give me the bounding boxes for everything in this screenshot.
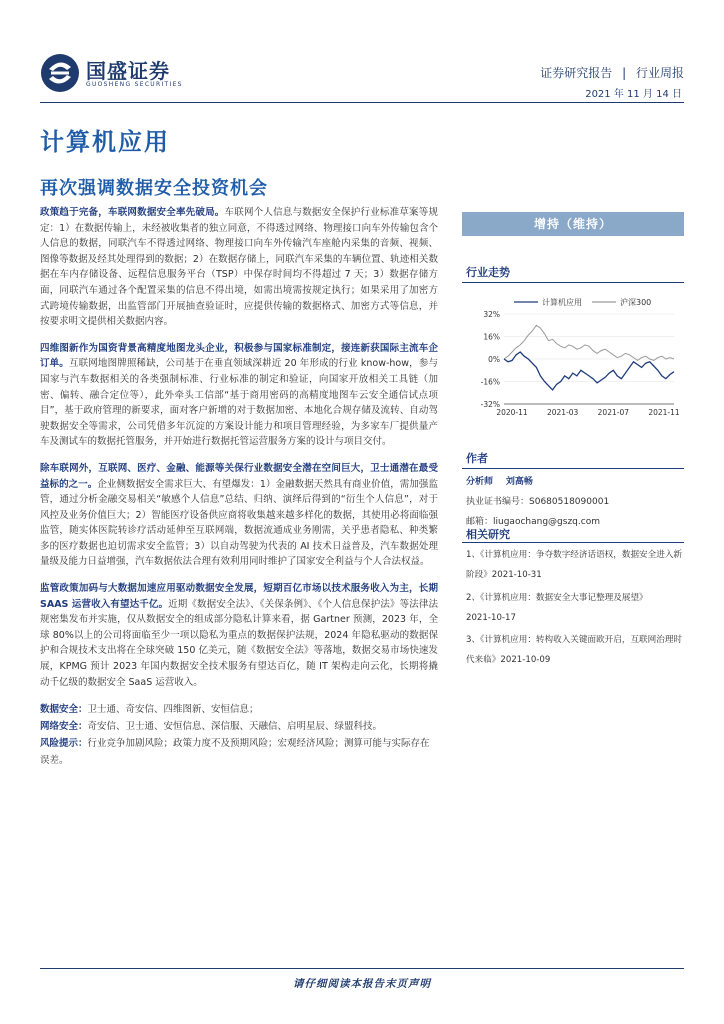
paragraph-lead: 政策趋于完备，车联网数据安全率先破局。	[40, 207, 225, 218]
y-tick-label: -32%	[480, 400, 500, 409]
paragraph-lead: 除车联网外，互联网、医疗、金融、能源等关保行业数据安全潜在空间巨大，卫士通潜在最受益标的之一。	[40, 462, 438, 490]
summary-column	[40, 205, 438, 769]
paragraph-body: 近期《数据安全法》、《关保条例》、《个人信息保护法》等法律法规密集发布并实施，仅从数据安全的组成部分隐私计算来看，据 Gartner 预测，2023 年，全球 80%以上的公司将面临至少一项以隐私为重点的数据保护法规，2024 年隐私驱动的数据保护和合规技术支出将在全球突破 150 亿美元，随《数据安全法》等落地，数据交易市场快速发展，KPMG 预计 2023 年国内数据安全技术服务有望达百亿，随 IT 架构走向云化，长期将撬动千亿级的数据安全 SaaS 运营收入。	[40, 598, 438, 688]
company-name: 国盛证券	[86, 59, 170, 83]
x-axis	[496, 404, 680, 417]
report-headline: 再次强调数据安全投资机会	[40, 178, 268, 199]
legend-label-index: 沪深300	[620, 298, 652, 307]
tag-label: 网络安全：	[40, 721, 88, 733]
tag-text: 奇安信、卫士通、安恒信息、深信服、天融信、启明星辰、绿盟科技。	[87, 721, 383, 733]
related-item-text: 1、《计算机应用：争夺数字经济话语权，数据安全进入新阶段》	[466, 550, 683, 581]
logo-mark-icon	[40, 53, 80, 93]
license-line	[466, 492, 684, 512]
license-number: S0680518090001	[529, 497, 610, 507]
trend-title: 行业走势	[466, 266, 510, 279]
report-type-line	[540, 64, 684, 81]
related-item-text: 3、《计算机应用：转构收入关键面欧开启，互联网治理时代来临》	[466, 635, 683, 666]
related-title: 相关研究	[466, 528, 510, 541]
trend-chart	[462, 292, 684, 424]
related-item[interactable]	[466, 545, 684, 586]
x-tick-label: 2021-03	[546, 408, 579, 417]
series-line-index	[504, 325, 674, 360]
x-tick-label: 2021-11	[648, 408, 680, 417]
y-axis	[481, 310, 674, 409]
y-tick-label: 0%	[488, 355, 500, 364]
trend-divider	[462, 282, 684, 283]
related-divider	[462, 542, 684, 543]
tag-text: 行业竞争加剧风险；政策力度不及预期风险；宏观经济风险；测算可能与实际存在误差。	[40, 738, 430, 767]
license-label: 执业证书编号：	[466, 497, 530, 507]
header-divider	[40, 102, 684, 103]
author-divider	[462, 468, 684, 469]
paragraph-lead: 四维图新作为国资背景高精度地图龙头企业，积极参与国家标准制定，接连新获国际主流车企订单。	[40, 342, 438, 370]
tag-text: 卫士通、奇安信、四维图新、安恒信息；	[87, 704, 259, 716]
plot-lines	[504, 325, 674, 390]
report-type: 证券研究报告	[540, 66, 613, 80]
company-logo	[40, 53, 190, 93]
related-item-date: 2021-10-17	[466, 612, 516, 623]
recommendation-tags	[40, 701, 438, 769]
footer-divider	[40, 968, 684, 969]
related-item-date: 2021-10-09	[500, 655, 551, 666]
paragraph-body: 互联网地图牌照稀缺，公司基于在垂直领域深耕近 20 年形成的行业 know-how，参与国家与汽车数据相关的各类强制标准、行业标准的制定和验证，向国家开放相关工具链（加密、偏转、融合定位等），此外牵头工信部“基于商用密码的高精度地图车云安全通信试点项目”，基于政府管理的新要求，面对客户新增的对于数据加密、本地化合规存储及流转、自动驾驶数据安全等需求，公司凭借多年沉淀的方案设计能力和项目管理经验，为多家车厂提供量产车及测试车的数据托管服务，并开始进行数据托管运营服务方案的设计与项目交付。	[40, 358, 438, 448]
related-research-list	[466, 545, 684, 673]
email-link[interactable]: liugaochang@gszq.com	[493, 517, 600, 527]
x-tick-label: 2020-11	[496, 408, 528, 417]
author-title: 作者	[466, 452, 488, 465]
report-date: 2021 年 11 月 14 日	[585, 89, 682, 100]
y-tick-label: -16%	[480, 377, 500, 387]
x-tick-label: 2021-07	[597, 408, 630, 417]
related-item-date: 2021-10-31	[491, 570, 542, 581]
analyst-label: 分析师	[466, 477, 494, 487]
y-tick-label: 16%	[483, 332, 500, 342]
legend-label-sector: 计算机应用	[542, 298, 582, 307]
summary-paragraph	[40, 461, 438, 570]
related-item[interactable]	[466, 588, 684, 629]
paragraph-body: 企业侧数据安全需求巨大、有望爆发：1）金融数据天然具有商业价值，需加强监管，通过分析金融交易相关“敏感个人信息”总结、归纳、演绎后得到的“衍生个人信息”，对于风控及业务价值巨大；2）智能医疗设备供应商将收集越来越多样化的数据，其使用必将面临强监管，随实体医院转诊疗活动延伸至互联网端，数据流通成业务刚需，关乎患者隐私、种类繁多的医疗数据也迫切需求安全监管；3）以自动驾驶为代表的 AI 技术日益普及，汽车数据处理量级及能力日益增强，汽车数据依法合理有效利用同时维护了国家安全利益与个人合法权益。	[40, 478, 438, 568]
paragraph-lead: 监管政策加码与大数据加速应用驱动数据安全发展，短期百亿市场以技术服务收入为主，长期 SAAS 运营收入有望达千亿。	[40, 583, 438, 610]
rating-badge: 增持（维持）	[462, 212, 684, 236]
company-name-en: GUOSHENG SECURITIES	[86, 81, 183, 88]
y-tick-label: 32%	[483, 310, 500, 319]
related-item-text: 2、《计算机应用：数据安全大事记整理及展望》	[466, 592, 648, 603]
paragraph-body: 车联网个人信息与数据安全保护行业标准草案等规定：1）在数据传输上，未经被收集者的独立同意，不得透过网络、物理接口向车外传输包含个人信息的数据，同联汽车不得透过网络、物理接口向车外传输汽车座舱内采集的音频、视频、图像等数据及经其处理得到的数据；2）在数据存储上，同联汽车采集的车辆位置、轨迹相关数据在车内存储设备、远程信息服务平台（TSP）中保存时间均不得超过 7 天；3）数据存储方面，同联汽车通过各个配置采集的信息不得出境，如需出境需按规定执行；如果采用了加密方式跨境传输数据，出监管部门开展抽查验证时，应提供传输的数据格式、加密方式等信息，并按要求明文提供相关数据内容。	[40, 207, 438, 328]
summary-paragraph	[40, 581, 438, 690]
analyst-line	[466, 472, 684, 492]
report-category: 行业周报	[635, 66, 684, 80]
email-label: 邮箱：	[466, 517, 494, 527]
sector-title: 计算机应用	[40, 128, 170, 156]
related-item[interactable]	[466, 630, 684, 671]
chart-legend	[514, 297, 651, 307]
tag-label: 数据安全：	[40, 704, 88, 716]
header-separator: |	[622, 66, 627, 80]
tag-risk-warning	[40, 735, 438, 769]
tag-label: 风险提示：	[40, 738, 88, 750]
tag-network-security	[40, 718, 438, 735]
summary-paragraph	[40, 205, 438, 330]
analyst-name: 刘高畅	[505, 477, 533, 487]
author-block	[466, 472, 684, 532]
tag-data-security	[40, 701, 438, 718]
summary-paragraph	[40, 341, 438, 450]
footer-disclaimer: 请仔细阅读本报告末页声明	[293, 978, 431, 990]
